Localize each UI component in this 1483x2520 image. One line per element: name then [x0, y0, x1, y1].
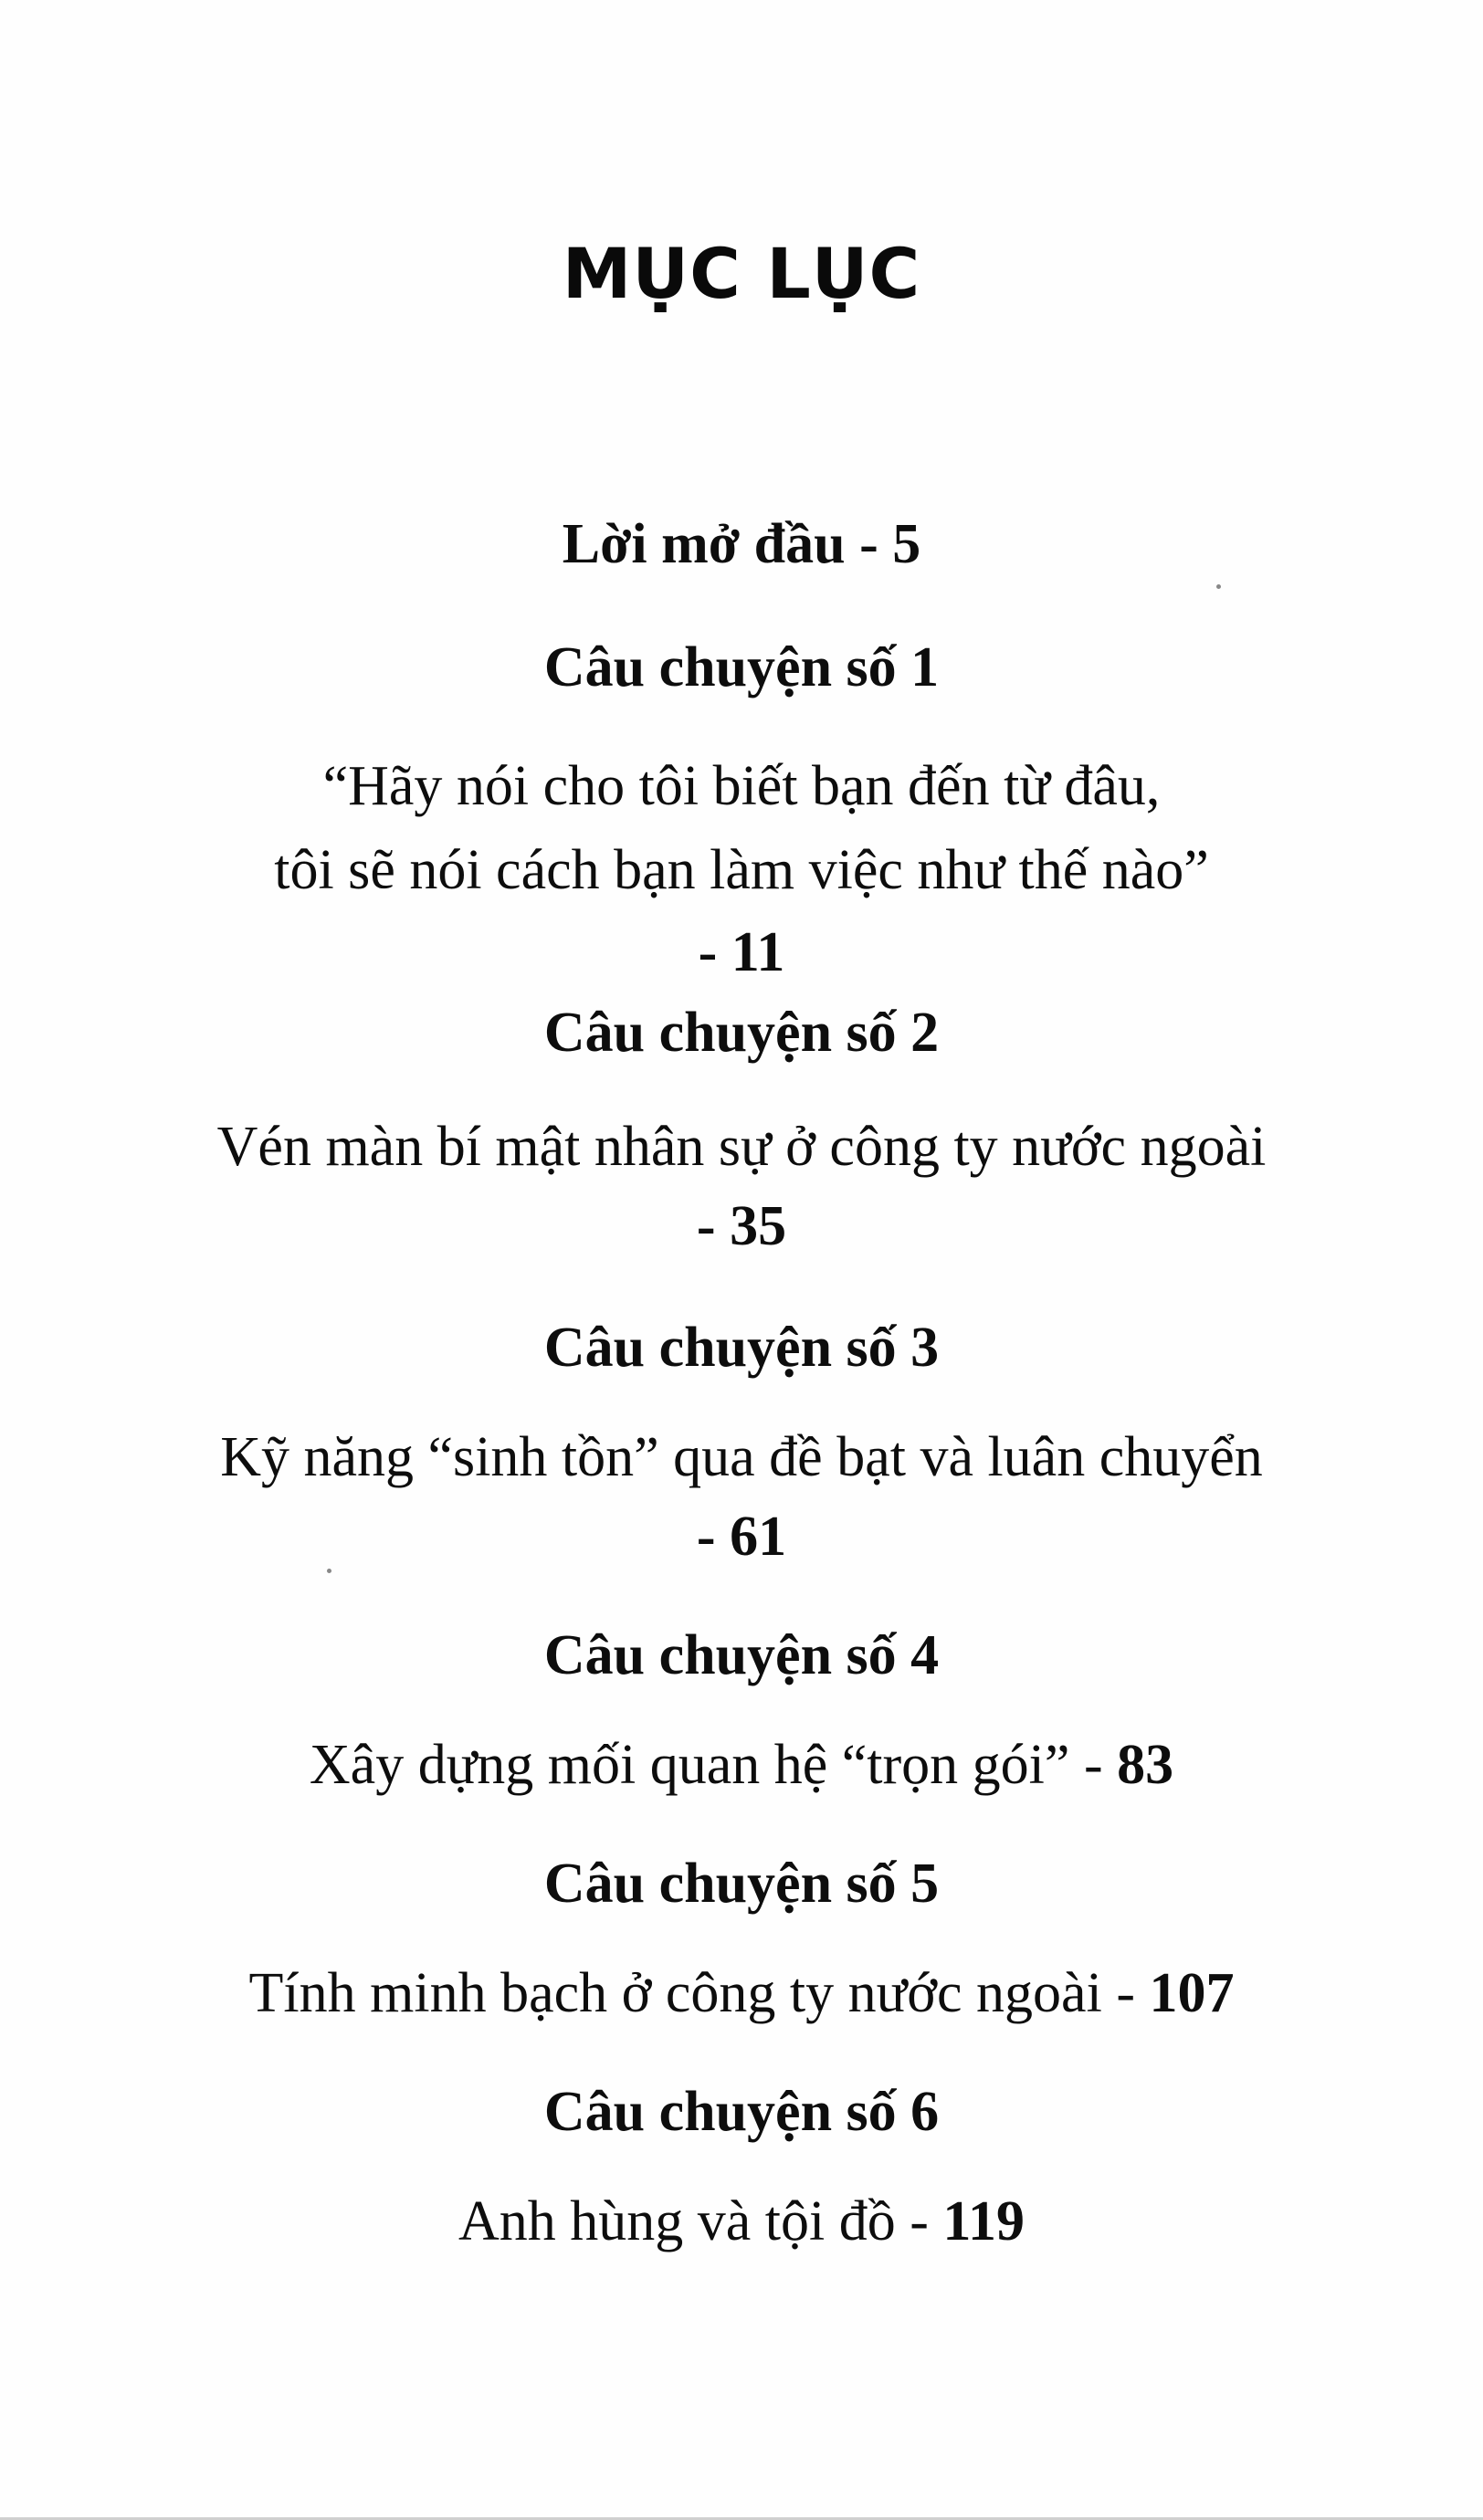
scan-speck	[1216, 584, 1221, 589]
page-number: 35	[730, 1195, 787, 1257]
page-title: MỤC LỤC	[562, 233, 921, 314]
story-label: Câu chuyện số 2	[543, 1002, 940, 1064]
separator: -	[1101, 1962, 1150, 2024]
story-label: Câu chuyện số 4	[543, 1624, 940, 1686]
toc-entry-page	[0, 1195, 1483, 1257]
toc-entry	[0, 2190, 1483, 2252]
separator: -	[698, 921, 731, 983]
page-number: 107	[1149, 1962, 1235, 2024]
story-title-line: “Hãy nói cho tôi biết bạn đến từ đâu,	[322, 755, 1161, 817]
page-number: 11	[731, 921, 785, 983]
separator: -	[1069, 1734, 1118, 1796]
toc-entry	[0, 1734, 1483, 1796]
separator: -	[696, 1506, 731, 1568]
toc-entry-page	[0, 921, 1483, 983]
page-number: 5	[892, 513, 921, 575]
story-label: Câu chuyện số 1	[543, 636, 940, 698]
scan-speck	[327, 1569, 331, 1573]
story-label: Câu chuyện số 5	[543, 1853, 940, 1915]
page-number: 61	[730, 1506, 787, 1568]
separator: -	[895, 2190, 943, 2252]
preface-label: Lời mở đầu	[562, 513, 846, 575]
story-title-line: Tính minh bạch ở công ty nước ngoài	[248, 1962, 1102, 2024]
story-label: Câu chuyện số 6	[543, 2081, 940, 2143]
story-label: Câu chuyện số 3	[543, 1317, 940, 1379]
story-title-line: Kỹ năng “sinh tồn” qua đề bạt và luân chuyển	[220, 1426, 1263, 1488]
page-number: 83	[1117, 1734, 1174, 1796]
separator: -	[845, 513, 893, 575]
toc-entry	[0, 1962, 1483, 2024]
story-title-line: Anh hùng và tội đồ	[458, 2190, 896, 2252]
page-number: 119	[942, 2190, 1025, 2252]
toc-entry-preface	[0, 513, 1483, 575]
toc-entry-page	[0, 1506, 1483, 1568]
story-title-line: Xây dựng mối quan hệ “trọn gói”	[309, 1734, 1070, 1796]
story-title-line: tôi sẽ nói cách bạn làm việc như thế nào”	[274, 839, 1209, 901]
story-title-line: Vén màn bí mật nhân sự ở công ty nước ngoài	[216, 1116, 1267, 1178]
separator: -	[696, 1195, 731, 1257]
